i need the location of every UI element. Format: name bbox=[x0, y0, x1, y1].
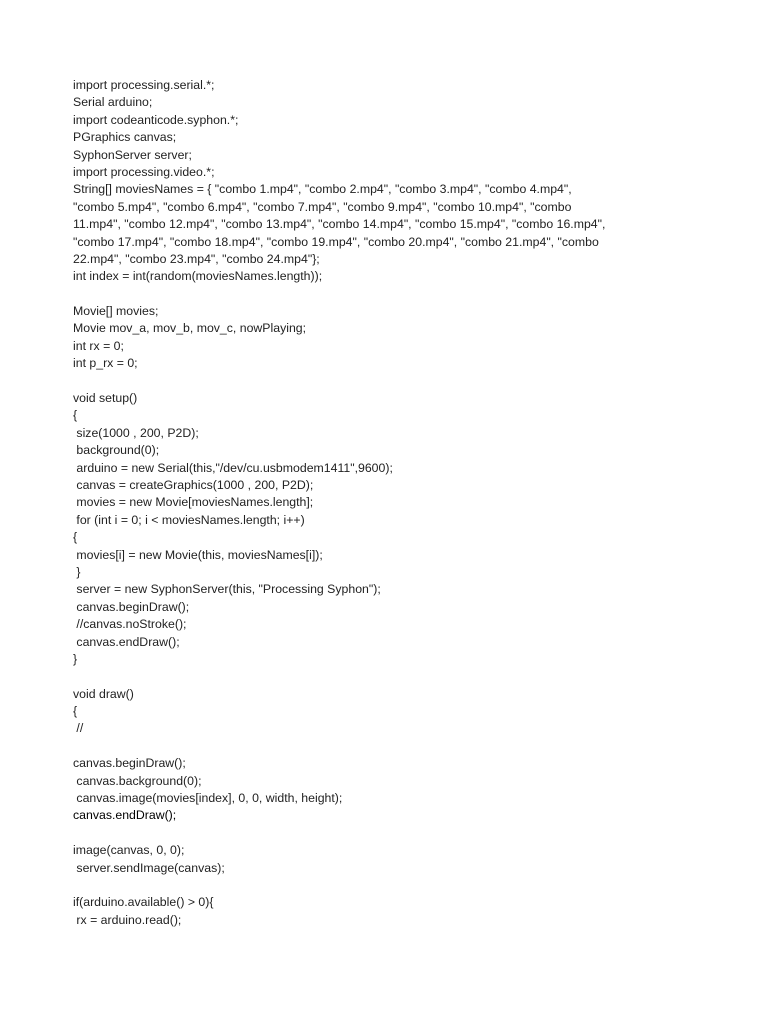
code-line: background(0); bbox=[73, 443, 160, 458]
code-line: import processing.video.*; bbox=[73, 164, 215, 179]
code-line: canvas.endDraw(); bbox=[73, 808, 177, 823]
code-line: server = new SyphonServer(this, "Processing Syphon"); bbox=[73, 582, 381, 597]
code-line: canvas.endDraw(); bbox=[73, 634, 180, 649]
code-line: { bbox=[73, 704, 78, 719]
code-line: for (int i = 0; i < moviesNames.length; i++) bbox=[73, 512, 305, 527]
code-listing bbox=[73, 77, 693, 929]
code-line: String[] moviesNames = { "combo 1.mp4", "combo 2.mp4", "combo 3.mp4", "combo 4.mp4", bbox=[73, 182, 572, 197]
code-line: movies = new Movie[moviesNames.length]; bbox=[73, 495, 314, 510]
code-line: size(1000 , 200, P2D); bbox=[73, 425, 199, 440]
blank-line bbox=[73, 738, 693, 755]
code-line: SyphonServer server; bbox=[73, 147, 192, 162]
code-line: 11.mp4", "combo 12.mp4", "combo 13.mp4", "combo 14.mp4", "combo 15.mp4", "combo 16.mp4", bbox=[73, 217, 606, 232]
code-line: { bbox=[73, 530, 78, 545]
code-line: int index = int(random(moviesNames.length)); bbox=[73, 269, 323, 284]
code-line: arduino = new Serial(this,"/dev/cu.usbmodem1411",9600); bbox=[73, 460, 393, 475]
code-line: Movie[] movies; bbox=[73, 304, 159, 319]
code-line: canvas.background(0); bbox=[73, 773, 202, 788]
code-line: movies[i] = new Movie(this, moviesNames[i]); bbox=[73, 547, 323, 562]
code-line: Serial arduino; bbox=[73, 95, 153, 110]
code-line: int p_rx = 0; bbox=[73, 356, 138, 371]
blank-line bbox=[73, 373, 693, 390]
code-line: { bbox=[73, 408, 78, 423]
code-line: PGraphics canvas; bbox=[73, 130, 177, 145]
code-line: canvas.beginDraw(); bbox=[73, 599, 190, 614]
code-line: rx = arduino.read(); bbox=[73, 912, 182, 927]
code-line: "combo 5.mp4", "combo 6.mp4", "combo 7.mp4", "combo 9.mp4", "combo 10.mp4", "combo bbox=[73, 199, 572, 214]
code-line: if(arduino.available() > 0){ bbox=[73, 895, 214, 910]
blank-line bbox=[73, 668, 693, 685]
code-line: void setup() bbox=[73, 391, 138, 406]
code-line: } bbox=[73, 564, 81, 579]
blank-line bbox=[73, 877, 693, 894]
code-line: image(canvas, 0, 0); bbox=[73, 843, 185, 858]
code-line: "combo 17.mp4", "combo 18.mp4", "combo 19.mp4", "combo 20.mp4", "combo 21.mp4", "combo bbox=[73, 234, 599, 249]
code-line: import codeanticode.syphon.*; bbox=[73, 112, 239, 127]
code-line: import processing.serial.*; bbox=[73, 78, 215, 92]
code-line: //canvas.noStroke(); bbox=[73, 617, 187, 632]
code-line: canvas.image(movies[index], 0, 0, width, height); bbox=[73, 791, 343, 806]
code-line: Movie mov_a, mov_b, mov_c, nowPlaying; bbox=[73, 321, 307, 336]
blank-line bbox=[73, 825, 693, 842]
code-line: // bbox=[73, 721, 84, 736]
code-line: server.sendImage(canvas); bbox=[73, 860, 225, 875]
code-line: canvas = createGraphics(1000 , 200, P2D); bbox=[73, 477, 314, 492]
code-line: } bbox=[73, 651, 78, 666]
code-line: 22.mp4", "combo 23.mp4", "combo 24.mp4"}; bbox=[73, 251, 320, 266]
code-line: canvas.beginDraw(); bbox=[73, 756, 186, 771]
code-line: void draw() bbox=[73, 686, 134, 701]
blank-line bbox=[73, 286, 693, 303]
code-line: int rx = 0; bbox=[73, 338, 124, 353]
